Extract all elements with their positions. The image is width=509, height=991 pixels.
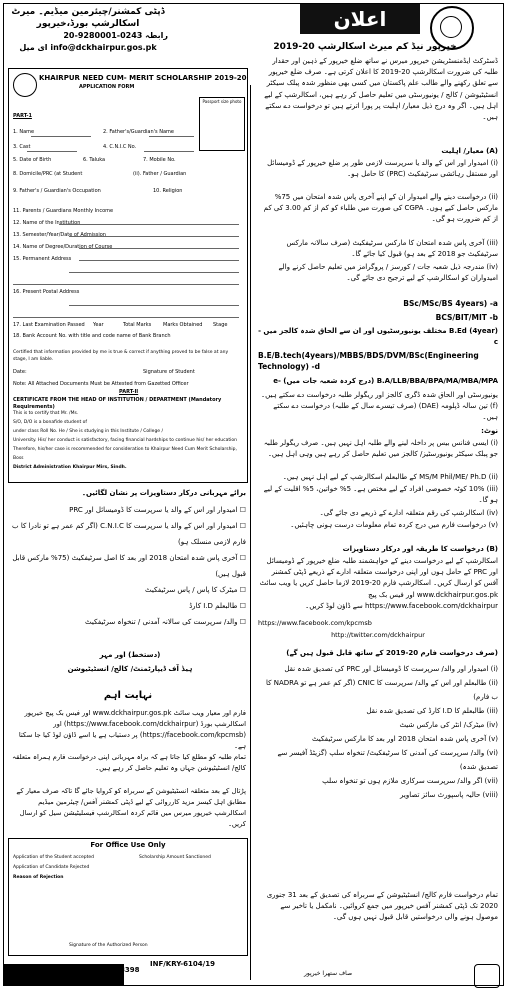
document-item: (viii) حالیہ پاسپورٹ سائز تصاویر bbox=[400, 791, 498, 799]
checklist-item[interactable]: ☐ امیدوار اور اس کے والد یا سرپرست کا C.N.I.C (اگر کم عمر ہے تو نادرا کا ب فارم لازمی منسلک ہو) bbox=[12, 522, 246, 546]
form-title: KHAIRPUR NEED CUM- MERIT SCHOLARSHIP 2019-20 bbox=[39, 74, 247, 82]
cert-heading: CERTIFICATE FROM THE HEAD OF INSTITUTION / DEPARTMENT (Mandatory Requirements) bbox=[13, 397, 222, 410]
field-cnic: 4. C.N.I.C No. bbox=[103, 144, 137, 150]
field-institution: 12. Name of the Institution bbox=[13, 220, 81, 226]
field-semester: 13. Semester/Year/Date of Admission bbox=[13, 232, 106, 238]
field-father-name: 2. Father's/Guardian's Name bbox=[103, 129, 174, 135]
note-2: (ii) MS/M Phil/ME/ Ph.D کے طالبعلم اسکالرشپ کے لیے اہل نہیں ہیں۔ bbox=[282, 473, 498, 481]
intro-paragraph: ڈسٹرکٹ ایڈمنسٹریشن خیرپور میرس نے ساتھ ضلع خیرپور کے ذہین اور حقدار طلبہ کی ضرورت اسکالرشپ 20-2019 کا اعلان کرتی ہے۔ صرف ضلع خیرپور سے تعلق رکھنے والے طالب علم پاکستان میں کسی بھی منظور شدہ پبلک سیکٹر انسٹیٹیوشن / کالج / یونیورسٹی میں تعلیم حاصل کر رہے ہیں، اسکالرشپ کے لیے اہل ہیں۔ اگر وہ درج ذیل معیار/ اہلیت پر پورا اترتے ہیں تو درخواست دے سکتے ہیں۔ bbox=[264, 57, 498, 122]
important-p2: تمام طلبہ کو مطلع کیا جاتا ہے کہ براہ مہربانی اپنی درخواست فارم ہمراہ متعلقہ کالج/ انسٹیٹیوشن جہاں وہ تعلیم حاصل کر رہے ہیں۔ bbox=[12, 753, 246, 772]
field-name: 1. Name bbox=[13, 129, 35, 135]
document-item: (iv) میٹرک/ انٹر کی مارکس شیٹ bbox=[399, 721, 498, 729]
link-facebook-kpcmsb[interactable]: https://www.facebook.com/kpcmsb bbox=[258, 619, 372, 627]
checklist-item[interactable]: ☐ میٹرک کا پاس / پاس سرٹیفکیٹ bbox=[145, 586, 246, 594]
field-mobile: 7. Mobile No. bbox=[143, 157, 176, 163]
field-permanent-address: 15. Permanent Address bbox=[13, 256, 72, 262]
email-address[interactable]: info@dckhairpur.gos.pk bbox=[50, 43, 157, 52]
field-occupation: 9. Father's / Guardian's Occupation bbox=[13, 188, 101, 194]
header-phone: رابطہ 0243-9280001-20 bbox=[63, 31, 168, 40]
document-item: (i) امیدوار اور والد/ سرپرست کا ڈومیسائل اور PRC کی تصدیق شدہ نقل bbox=[284, 665, 498, 673]
criteria-item-2: (ii) درخواست دینے والے امیدوار ان کے اپنے آخری پاس شدہ امتحان میں 75% مارکس حاصل کیے ہوں۔ CGPA کی صورت میں طلباء کو کم از کم 3.00 کی کم از کم ضرورت ہو گی۔ bbox=[263, 193, 498, 224]
document-item: (ii) طالبعلم اور اس کے والد/ سرپرست کا CNIC (اگر کم عمر ہے تو NADRA کا ب فارم) bbox=[266, 679, 498, 701]
checklist-heading: برائے مہربانی درکار دستاویزات پر نشان لگائیں۔ bbox=[81, 489, 246, 497]
field-cast: 3. Cast bbox=[13, 144, 31, 150]
note-3: (iii) 10% کوٹہ خصوصی افراد کے لیے مختص ہے۔ 5% خواتین، 5% اقلیت کے لیے ہو گا۔ bbox=[263, 485, 498, 505]
procedure-heading: (B) درخواست کا طریقہ اور درکار دستاویزات bbox=[342, 545, 498, 553]
documents-list bbox=[258, 662, 498, 802]
office-use-box bbox=[8, 838, 248, 956]
degree-c: B.Ed (4year) مختلف یونیورسٹیوں اور ان سے الحاق شدہ کالجز میں -c bbox=[258, 327, 498, 347]
important-heading: نہایت اہم bbox=[103, 690, 153, 701]
cert-line: under class Roll No. He / She is studying in this Institute / College / bbox=[13, 429, 164, 434]
field-religion: 10. Religion bbox=[153, 188, 183, 194]
document-item: (vi) والد/ سرپرست کی آمدنی کا سرٹیفکیٹ/ تنخواہ سلپ (گزیٹڈ آفیسر سے تصدیق شدہ) bbox=[277, 749, 498, 771]
exam-col-obtained: Marks Obtained bbox=[163, 322, 203, 328]
office-row-rejected: Application of Candidate Rejected bbox=[13, 865, 90, 870]
degree-a: BSc/MSc/BS 4years) -a bbox=[403, 299, 498, 308]
certified-text: Certified that information provided by me is true & correct if anything proved to be false at any stage, I am liable. bbox=[13, 350, 229, 362]
exam-col-total: Total Marks bbox=[123, 322, 152, 328]
checklist-item[interactable]: ☐ والد/ سرپرست کی سالانہ آمدنی / تنخواہ سرٹیفکیٹ bbox=[85, 618, 246, 626]
application-form bbox=[8, 68, 248, 483]
degree-e: B.A/LLB/BBA/BPA/MA/MBA/MPA (درج کردہ شعبہ جات میں) -e bbox=[273, 377, 498, 385]
field-income: 11. Parents / Guardians Monthly Income bbox=[13, 208, 114, 214]
degree-d: B.E/B.tech(4years)/MBBS/BDS/DVM/BSc(Engineering Technology) -d bbox=[258, 351, 479, 372]
closing-paragraph: تمام درخواست فارم کالج/ انسٹیٹیوشن کے سربراہ کی تصدیق کے بعد 31 جنوری 2020 تک ڈپٹی کمشنر آفس خیرپور میں جمع کروائیں۔ نامکمل یا تاخیر سے موصول ہونے والی درخواستیں قابل قبول نہیں ہوں گی۔ bbox=[266, 891, 498, 922]
field-last-exam: 17. Last Examination Passed bbox=[13, 322, 85, 328]
inf-code: INF/KRY-6104/19 bbox=[150, 960, 215, 968]
exam-col-stage: Stage bbox=[213, 322, 228, 328]
form-note: Note: All Attached Documents Must be Attested from Gazetted Officer bbox=[13, 381, 189, 387]
criteria-item-1: (i) امیدوار اور اس کے والد یا سرپرست لازمی طور پر ضلع خیرپور کے ڈومیسائل اور مستقل رہائشی سرٹیفکیٹ (PRC) کا حامل ہو۔ bbox=[267, 159, 498, 179]
form-subtitle: APPLICATION FORM bbox=[79, 84, 135, 90]
office-row-signature: Signature of the Authorized Person bbox=[69, 943, 148, 948]
criteria-heading: (A) معیار/ اہلیت bbox=[441, 147, 498, 155]
office-row-reason: Reason of Rejection bbox=[13, 875, 64, 880]
important-p3: پڑتال کے بعد متعلقہ انسٹیٹیوشن کے سربراہ کو کروایا جائے گا تاکہ صرف معیار کے مطابق اہل کیسز مزید کارروائی کے لیے ڈپٹی کمشنر آفس/ چیئرمین میڈیم اسکالرشپ خیرپور میرس میں قائم کردہ اسکالرشپ فیسلیٹیشن سیل کو ارسال کریں۔ bbox=[16, 787, 246, 828]
column-divider bbox=[250, 85, 251, 980]
cert-line: Therefore, his/her case is recommended for consideration to Khairpur Need Cum Merit Scholarship, Boss bbox=[13, 447, 237, 461]
cert-body bbox=[13, 409, 245, 472]
documents-heading: (صرف درخواست فارم 20-2019 کے ساتھ قابل قبول ہیں گے) bbox=[286, 649, 498, 657]
checklist-item[interactable]: ☐ آخری پاس شدہ امتحان 2018 اور بعد کا اصل سرٹیفکیٹ (75% مارکس قابل قبول ہیں) bbox=[12, 554, 246, 578]
field-postal-address: 16. Present Postal Address bbox=[13, 289, 80, 295]
signature-label: Signature of Student bbox=[143, 369, 195, 375]
field-dob: 5. Date of Birth bbox=[13, 157, 52, 163]
office-title: For Office Use Only bbox=[90, 841, 166, 849]
degree-extra: یونیورسٹی اور الحاق شدہ ڈگری کالجز اور ریگولر طلبہ درخواست دے سکتے ہیں۔ (f) تین سالہ ڈپلومہ (DAE) (صرف تیسرے سال کے طلبہ) درخواست دے سکتے ہیں۔ bbox=[261, 391, 498, 422]
field-taluka: 6. Taluka bbox=[83, 157, 106, 163]
notes-heading: نوٹ: bbox=[481, 427, 498, 435]
checklist-item[interactable]: ☐ امیدوار اور اس کے والد یا سرپرست کا ڈومیسائل اور PRC bbox=[69, 506, 246, 514]
footer-barcode-number: 8398 bbox=[120, 966, 140, 974]
procedure-text: اسکالرشپ کے لیے درخواست دینے کے خواہشمند طلبہ ضلع خیرپور کے ڈومیسائل اور PRC کے حامل ہوں اور اپنی درخواست متعلقہ ادارے کے ذریعے ڈپٹی کمشنر آفس کو ارسال کریں۔ اسکالرشپ فارم 20-2019 لازما حاصل کریں یا ویب سائٹ www.dckhairpur.gos.pk اور فیس بک پیج https://www.facebook.com/dckhairpur سے ڈاؤن لوڈ کریں۔ bbox=[259, 557, 498, 610]
exam-col-year: Year bbox=[93, 322, 104, 328]
header-email bbox=[8, 42, 168, 54]
form-logo-icon bbox=[13, 73, 37, 97]
office-row-amount: Scholarship Amount Sanctioned bbox=[139, 855, 211, 860]
office-row-accepted: Application of the Student accepted bbox=[13, 855, 95, 860]
criteria-item-3: (iii) آخری پاس شدہ امتحان کا مارکس سرٹیفکیٹ (صرف سالانہ مارکس سرٹیفکیٹ جو 2018 کے بعد ہو) قبول کیا جائے گا۔ bbox=[286, 239, 498, 259]
checklist-item[interactable]: ☐ طالبعلم I.D کارڈ bbox=[189, 602, 246, 610]
document-item: (iii) طالبعلم کا I.D کارڈ کی تصدیق شدہ نقل bbox=[366, 707, 498, 715]
important-p1: فارم اور معیار ویب سائٹ www.dckhairpur.gos.pk اور فیس بک پیج خیرپور اسکالرشپ بورڈ (https://www.facebook.com/dckhairpur) اور (https://facebook.com/kpcmsb) پر دستیاب ہے یا اسے ڈاؤن لوڈ کیا جا سکتا ہے۔ bbox=[18, 709, 246, 750]
footer-slogan: صاف ستھرا خیرپور bbox=[304, 970, 353, 977]
field-domicile: 8. Domicile/PRC (at Student bbox=[13, 171, 83, 177]
criteria-item-4: (iv) مندرجہ ذیل شعبہ جات / کورسز / پروگرامز میں تعلیم حاصل کرنے والے امیدواران کو اسکالرشپ کے لیے ترجیح دی جائے گی۔ bbox=[278, 263, 498, 283]
part2-label: PART-II bbox=[119, 389, 139, 395]
field-bank: 18. Bank Account No. with title and code name of Bank Branch bbox=[13, 333, 171, 339]
link-twitter[interactable]: http://twitter.com/dckhairpur bbox=[331, 631, 425, 639]
announcement-banner: اعلان bbox=[300, 4, 420, 34]
header-contact bbox=[8, 6, 168, 54]
mascot-icon bbox=[474, 964, 500, 988]
email-prefix: ای میل bbox=[19, 43, 48, 52]
document-item: (v) آخری پاس شدہ امتحان 2018 اور بعد کا مارکس سرٹیفکیٹ bbox=[311, 735, 498, 743]
stamp-label: (دستخط) اور مہر bbox=[99, 651, 161, 659]
cert-line: District Administration Khairpur Mirs, Sindh. bbox=[13, 465, 127, 470]
date-label: Date: bbox=[13, 369, 27, 375]
note-4: (iv) اسکالرشپ کی رقم متعلقہ ادارے کے ذریعے دی جائے گی۔ bbox=[319, 509, 498, 517]
announcement-subtitle: خیرپور نیڈ کم میرٹ اسکالرشپ 20-2019 bbox=[273, 42, 457, 52]
header-left-title: ڈپٹی کمشنر/چیئرمین میڈیم۔ میرٹ اسکالرشپ بورڈ،خیرپور bbox=[11, 7, 165, 29]
document-item: (vii) اگر والد/ سرپرست سرکاری ملازم ہوں تو تنخواہ سلپ bbox=[322, 777, 498, 785]
field-degree: 14. Name of Degree/Duration of Course bbox=[13, 244, 113, 250]
footer-strip bbox=[4, 964, 500, 986]
note-5: (v) درخواست فارم میں درج کردہ تمام معلومات درست ہونی چاہئیں۔ bbox=[290, 521, 498, 529]
cert-line: S/O, D/O is a bonafide student of bbox=[13, 420, 88, 425]
cert-line: University. His/ her conduct is satisfactory, facing financial hardships to continue his/ her education bbox=[13, 438, 237, 443]
field-domicile-father: (ii). Father / Guardian bbox=[133, 171, 187, 177]
degree-b: BCS/BIT/MIT -b bbox=[435, 313, 498, 322]
note-1: (i) ایسی فنانس بیس پر داخلہ لینے والے طلبہ اہل نہیں ہیں۔ صرف ریگولر طلبہ جو پبلک سیکٹر یونیورسٹیز/ کالجز میں تعلیم حاصل کر رہے ہیں وہی اہل ہیں۔ bbox=[263, 439, 498, 459]
footer-dark-bar bbox=[4, 964, 124, 986]
cert-line: This is to certify that Mr. /Ms. bbox=[13, 411, 79, 416]
part1-label: PART-1 bbox=[13, 113, 32, 119]
passport-photo-box: Passport size photo bbox=[199, 97, 245, 151]
stamp-label-2: ہیڈ آف ڈیپارٹمنٹ/ کالج/ انسٹیٹیوشن bbox=[67, 665, 193, 673]
checklist bbox=[10, 502, 246, 630]
